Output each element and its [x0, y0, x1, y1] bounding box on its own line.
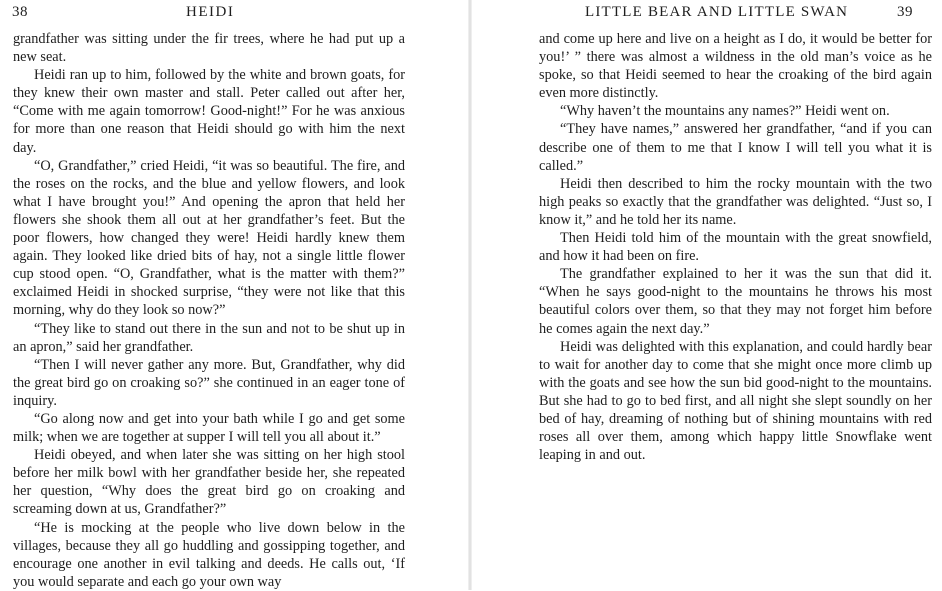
running-title: HEIDI [186, 4, 235, 20]
paragraph: Heidi obeyed, and when later she was sitting on her high stool before her milk bowl with her grandfather beside her, she repeated her question, “Why does the great bird go on croaking and screaming down at us, Grandfather?” [13, 447, 405, 518]
paragraph: “They have names,” answered her grandfather, “and if you can describe one of them to me that I know I will tell you what it is called.” [539, 121, 932, 174]
paragraph: Heidi ran up to him, followed by the white and brown goats, for they knew their own master and stall. Peter called out after her, “Come with me again tomorrow! Good-night!” For he was anxious for more than one reason that Heidi should go with him the next day. [13, 67, 405, 156]
paragraph: “Then I will never gather any more. But, Grandfather, why did the great bird go on croaking so?” she continued in an eager tone of inquiry. [13, 356, 405, 409]
paragraph: “Why haven’t the mountains any names?” Heidi went on. [560, 103, 890, 120]
page-body [13, 30, 405, 591]
paragraph: “They like to stand out there in the sun and not to be shut up in an apron,” said her grandfather. [13, 320, 405, 355]
right-page [470, 0, 942, 590]
paragraph: Heidi was delighted with this explanation, and could hardly bear to wait for another day to come that she might once more climb up with the goats and see how the sun bid good-night to the mountains. But she had to go to bed first, and all night she slept soundly on her bed of hay, dreaming of nothing but of shining mountains with red roses all over them, among which happy little Snowflake went leaping in and out. [539, 338, 932, 464]
left-page [0, 0, 470, 590]
page-number: 39 [897, 4, 913, 20]
paragraph: and come up here and live on a height as I do, it would be better for you!’ ” there was almost a wildness in the old man’s voice as he spoke, so that Heidi seemed to hear the croaking of the bird again even more distinctly. [539, 31, 932, 102]
paragraph: “He is mocking at the people who live down below in the villages, because they all go huddling and gossipping together, and encourage one another in evil talking and deeds. He calls out, ‘If you would separate and each go your own way [13, 519, 405, 590]
paragraph: grandfather was sitting under the fir trees, where he had put up a new seat. [13, 31, 405, 66]
page-number: 38 [12, 4, 28, 20]
page-body [539, 30, 932, 464]
paragraph: Heidi then described to him the rocky mountain with the two high peaks so exactly that the grandfather was delighted. “Just so, I know it,” and he told her its name. [539, 175, 932, 228]
paragraph: The grandfather explained to her it was the sun that did it. “When he says good-night to the mountains he throws his most beautiful colors over them, so that they may not forget him before he comes again the next day.” [539, 266, 932, 337]
paragraph: “Go along now and get into your bath while I go and get some milk; when we are together at supper I will tell you all about it.” [13, 410, 405, 446]
running-title: LITTLE BEAR AND LITTLE SWAN [585, 4, 849, 20]
paragraph: “O, Grandfather,” cried Heidi, “it was so beautiful. The fire, and the roses on the rocks, and the blue and yellow flowers, and look what I have brought you!” And opening the apron that held her flowers she shook them all out at her grandfather’s feet. But the poor flowers, how changed they were! Heidi hardly knew them again. They looked like dried bits of hay, not a single little flower cup stood open. “O, Grandfather, what is the matter with them?” exclaimed Heidi in shocked surprise, “they were not like that this morning, why do they look so now?” [13, 157, 405, 319]
paragraph: Then Heidi told him of the mountain with the great snowfield, and how it had been on fire. [539, 230, 932, 265]
